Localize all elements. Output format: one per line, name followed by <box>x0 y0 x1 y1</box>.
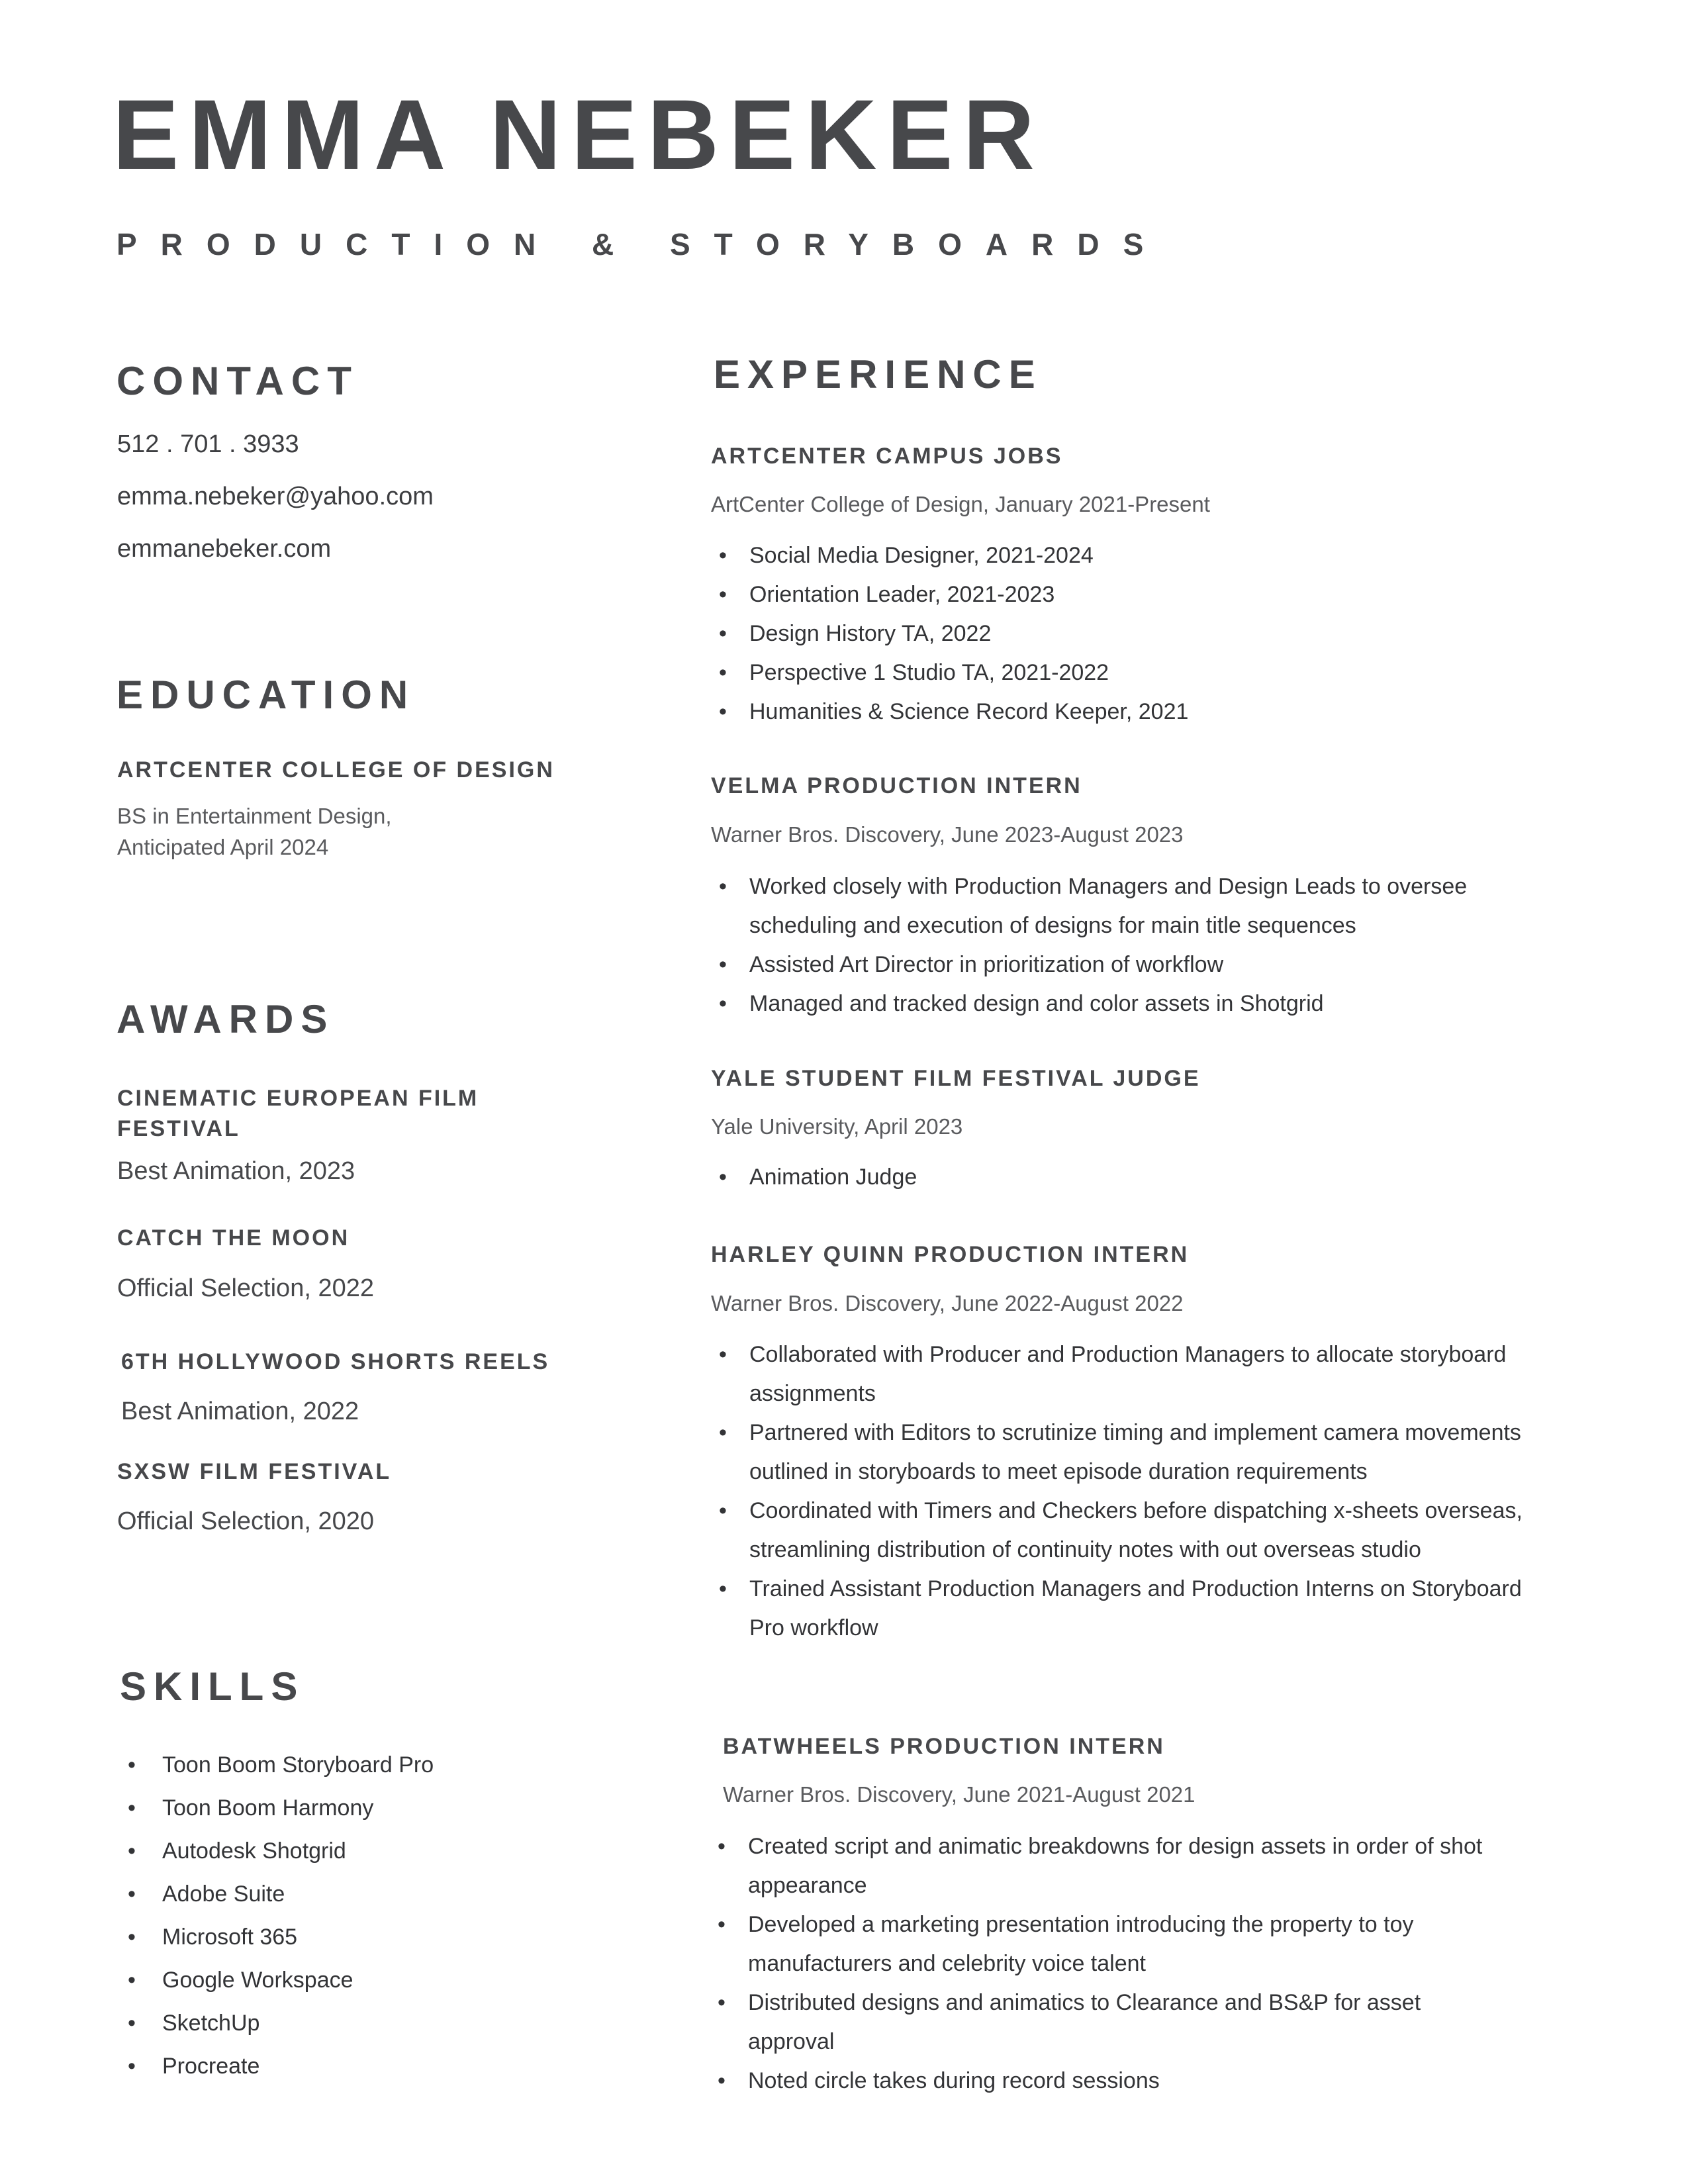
job-bullet: • Collaborated with Producer and Production Managers to allocate storyboard assignments <box>711 1335 1528 1413</box>
job-bullet: • Animation Judge <box>711 1158 1505 1197</box>
job-org: ArtCenter College of Design, January 2021-Present <box>711 492 1210 516</box>
skill-item: • Toon Boom Harmony <box>128 1787 591 1830</box>
skill-item: • Toon Boom Storyboard Pro <box>128 1744 591 1787</box>
job-bullet: • Worked closely with Production Managers and Design Leads to oversee scheduling and execution of designs for main title sequences <box>711 867 1505 945</box>
education-heading: EDUCATION <box>117 673 416 717</box>
candidate-name: EMMA NEBEKER <box>113 79 1045 190</box>
award-name: 6TH HOLLYWOOD SHORTS REELS <box>121 1349 550 1374</box>
award-name: CATCH THE MOON <box>117 1225 350 1251</box>
candidate-title: PRODUCTION & STORYBOARDS <box>117 227 1168 261</box>
skill-item: • Google Workspace <box>128 1959 591 2002</box>
award-name: SXSW FILM FESTIVAL <box>117 1459 392 1484</box>
job-bullet: • Partnered with Editors to scrutinize timing and implement camera movements outlined in storyboards to meet episode duration requirements <box>711 1413 1528 1492</box>
job-bullets <box>711 536 1545 732</box>
job-bullets <box>711 1158 1505 1197</box>
award-detail: Best Animation, 2022 <box>121 1398 359 1425</box>
job-bullet: • Noted circle takes during record sessions <box>710 2062 1504 2101</box>
job-title: HARLEY QUINN PRODUCTION INTERN <box>711 1242 1190 1267</box>
job-org: Warner Bros. Discovery, June 2021-August 2021 <box>723 1782 1196 1807</box>
skill-item: • Microsoft 365 <box>128 1916 591 1959</box>
education-degree-line: BS in Entertainment Design, <box>117 804 392 828</box>
job-bullets <box>710 1827 1504 2101</box>
job-bullet: • Coordinated with Timers and Checkers before dispatching x-sheets overseas, streamlining distribution of continuity notes with out overseas studio <box>711 1492 1528 1570</box>
job-bullets <box>711 1335 1528 1648</box>
skill-item: • SketchUp <box>128 2002 591 2045</box>
skill-item: • Autodesk Shotgrid <box>128 1830 591 1873</box>
job-title: BATWHEELS PRODUCTION INTERN <box>723 1734 1165 1759</box>
contact-website[interactable]: emmanebeker.com <box>117 535 332 563</box>
job-bullet: • Social Media Designer, 2021-2024 <box>711 536 1545 575</box>
job-title: YALE STUDENT FILM FESTIVAL JUDGE <box>711 1066 1201 1091</box>
job-bullet: • Perspective 1 Studio TA, 2021-2022 <box>711 653 1545 692</box>
job-org: Warner Bros. Discovery, June 2022-August 2022 <box>711 1291 1184 1315</box>
awards-heading: AWARDS <box>117 997 335 1041</box>
education-degree <box>117 800 392 863</box>
job-bullet: • Design History TA, 2022 <box>711 614 1545 653</box>
contact-phone: 512 . 701 . 3933 <box>117 430 299 458</box>
award-detail: Official Selection, 2022 <box>117 1274 374 1302</box>
job-bullet: • Assisted Art Director in prioritization of workflow <box>711 945 1505 984</box>
award-name: CINEMATIC EUROPEAN FILM FESTIVAL <box>117 1086 479 1141</box>
award-detail: Official Selection, 2020 <box>117 1507 374 1535</box>
contact-heading: CONTACT <box>117 359 359 403</box>
job-bullet: • Humanities & Science Record Keeper, 2021 <box>711 692 1545 732</box>
job-bullet: • Trained Assistant Production Managers and Production Interns on Storyboard Pro workflow <box>711 1570 1528 1648</box>
skills-heading: SKILLS <box>120 1664 305 1709</box>
job-bullet: • Created script and animatic breakdowns for design assets in order of shot appearance <box>710 1827 1504 1905</box>
job-bullet: • Managed and tracked design and color assets in Shotgrid <box>711 984 1505 1023</box>
job-org: Yale University, April 2023 <box>711 1114 963 1139</box>
job-bullets <box>711 867 1505 1023</box>
job-bullet: • Developed a marketing presentation introducing the property to toy manufacturers and celebrity voice talent <box>710 1905 1504 1983</box>
job-org: Warner Bros. Discovery, June 2023-August 2023 <box>711 822 1184 847</box>
contact-email[interactable]: emma.nebeker@yahoo.com <box>117 483 434 510</box>
skill-item: • Procreate <box>128 2045 591 2088</box>
job-bullet: • Orientation Leader, 2021-2023 <box>711 575 1545 614</box>
education-degree-date: Anticipated April 2024 <box>117 835 329 859</box>
job-title: VELMA PRODUCTION INTERN <box>711 773 1082 798</box>
education-school: ARTCENTER COLLEGE OF DESIGN <box>117 757 555 783</box>
award-detail: Best Animation, 2023 <box>117 1157 355 1185</box>
skill-item: • Adobe Suite <box>128 1873 591 1916</box>
job-bullet: • Distributed designs and animatics to Clearance and BS&P for asset approval <box>710 1983 1504 2062</box>
experience-heading: EXPERIENCE <box>714 352 1043 397</box>
skills-list <box>128 1744 591 2088</box>
job-title: ARTCENTER CAMPUS JOBS <box>711 444 1063 469</box>
